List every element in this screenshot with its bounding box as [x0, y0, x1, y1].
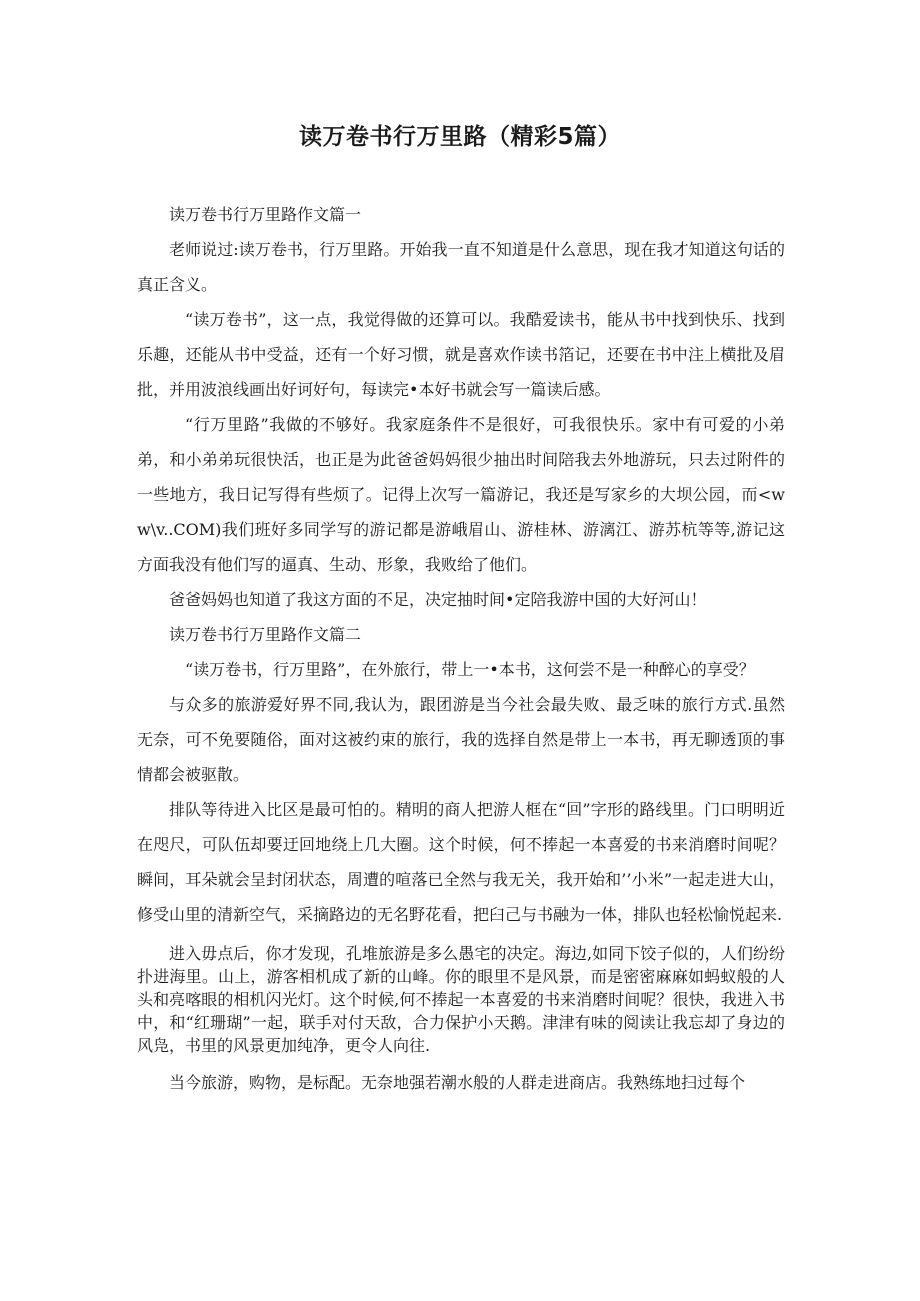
paragraph: 爸爸妈妈也知道了我这方面的不足，决定抽时间•定陪我游中国的大好河山！ [169, 590, 707, 609]
paragraph: “读万卷书，行万里路”，在外旅行，带上一•本书，这何尝不是一种醉心的享受？ [185, 660, 755, 679]
section-heading-1: 读万卷书行万里路作文篇一 [169, 205, 362, 224]
section-heading-2: 读万卷书行万里路作文篇二 [169, 625, 362, 644]
paragraph: 老师说过:读万卷书，行万里路。开始我一直不知道是什么意思，现在我才知道这句话的真正含义。 [137, 240, 785, 294]
document-title: 读万卷书行万里路（精彩5篇） [298, 124, 621, 150]
paragraph: 当今旅游，购物，是标配。无奈地强若潮水般的人群走进商店。我熟练地扫过每个 [169, 1073, 746, 1092]
paragraph: 进入毋点后，你才发现，孔堆旅游是多么愚宅的决定。海边,如同下饺子似的，人们纷纷扑进海里。山上，游客相机成了新的山峰。你的眼里不是风景，而是密密麻麻如蚂蚁般的人头和亮喀眼的相机闪光灯。这个时候,何不捧起一本喜爱的书来消磨时间呢？很快，我进入书中，和“红珊瑚”一起，联手对付天敌，合力保护小天鹅。津津有味的阅读让我忘却了身边的风凫，书里的风景更加纯净，更令人向往. [137, 944, 785, 1055]
paragraph: 排队等待进入比区是最可怕的。精明的商人把游人框在“回”字形的路线里。门口明明近在咫尺，可队伍却要迂回地绕上几大圈。这个时候，何不捧起一本喜爱的书来消磨时间呢？瞬间，耳朵就会呈封闭状态，周遭的喧落已全然与我无关，我开始和’’小米”一起走进大山，修受山里的清新空气，采摘路边的无名野花看，把臼己与书融为一体，排队也轻松愉悦起来. [137, 800, 785, 924]
document-body [137, 197, 785, 1100]
paragraph: “行万里路”我做的不够好。我家庭条件不是很好，可我很快乐。家中有可爱的小弟弟，和小弟弟玩很快活，也正是为此爸爸妈妈很少抽出时间陪我去外地游玩，只去过附件的一些地方，我日记写得有些烦了。记得上次写一篇游记，我还是写家乡的大坝公园，而<ww\v..COM)我们班好多同学写的游记都是游峨眉山、游桂林、游漓江、游苏杭等等,游记这方面我没有他们写的逼真、生动、形象，我败给了他们。 [137, 415, 785, 574]
paragraph: 与众多的旅游爱好界不同,我认为，跟团游是当今社会最失败、最乏味的旅行方式.虽然无奈，可不免要随俗，面对这被约束的旅行，我的选择自然是带上一本书，再无聊透顶的事情都会被驱散。 [137, 695, 785, 784]
paragraph: “读万卷书”，这一点，我觉得做的还算可以。我酷爱读书，能从书中找到快乐、找到乐趣，还能从书中受益，还有一个好习惯，就是喜欢作读书箔记，还要在书中注上横批及眉批，并用波浪线画出好诃好句，每读完•本好书就会写一篇读后感。 [137, 310, 785, 399]
